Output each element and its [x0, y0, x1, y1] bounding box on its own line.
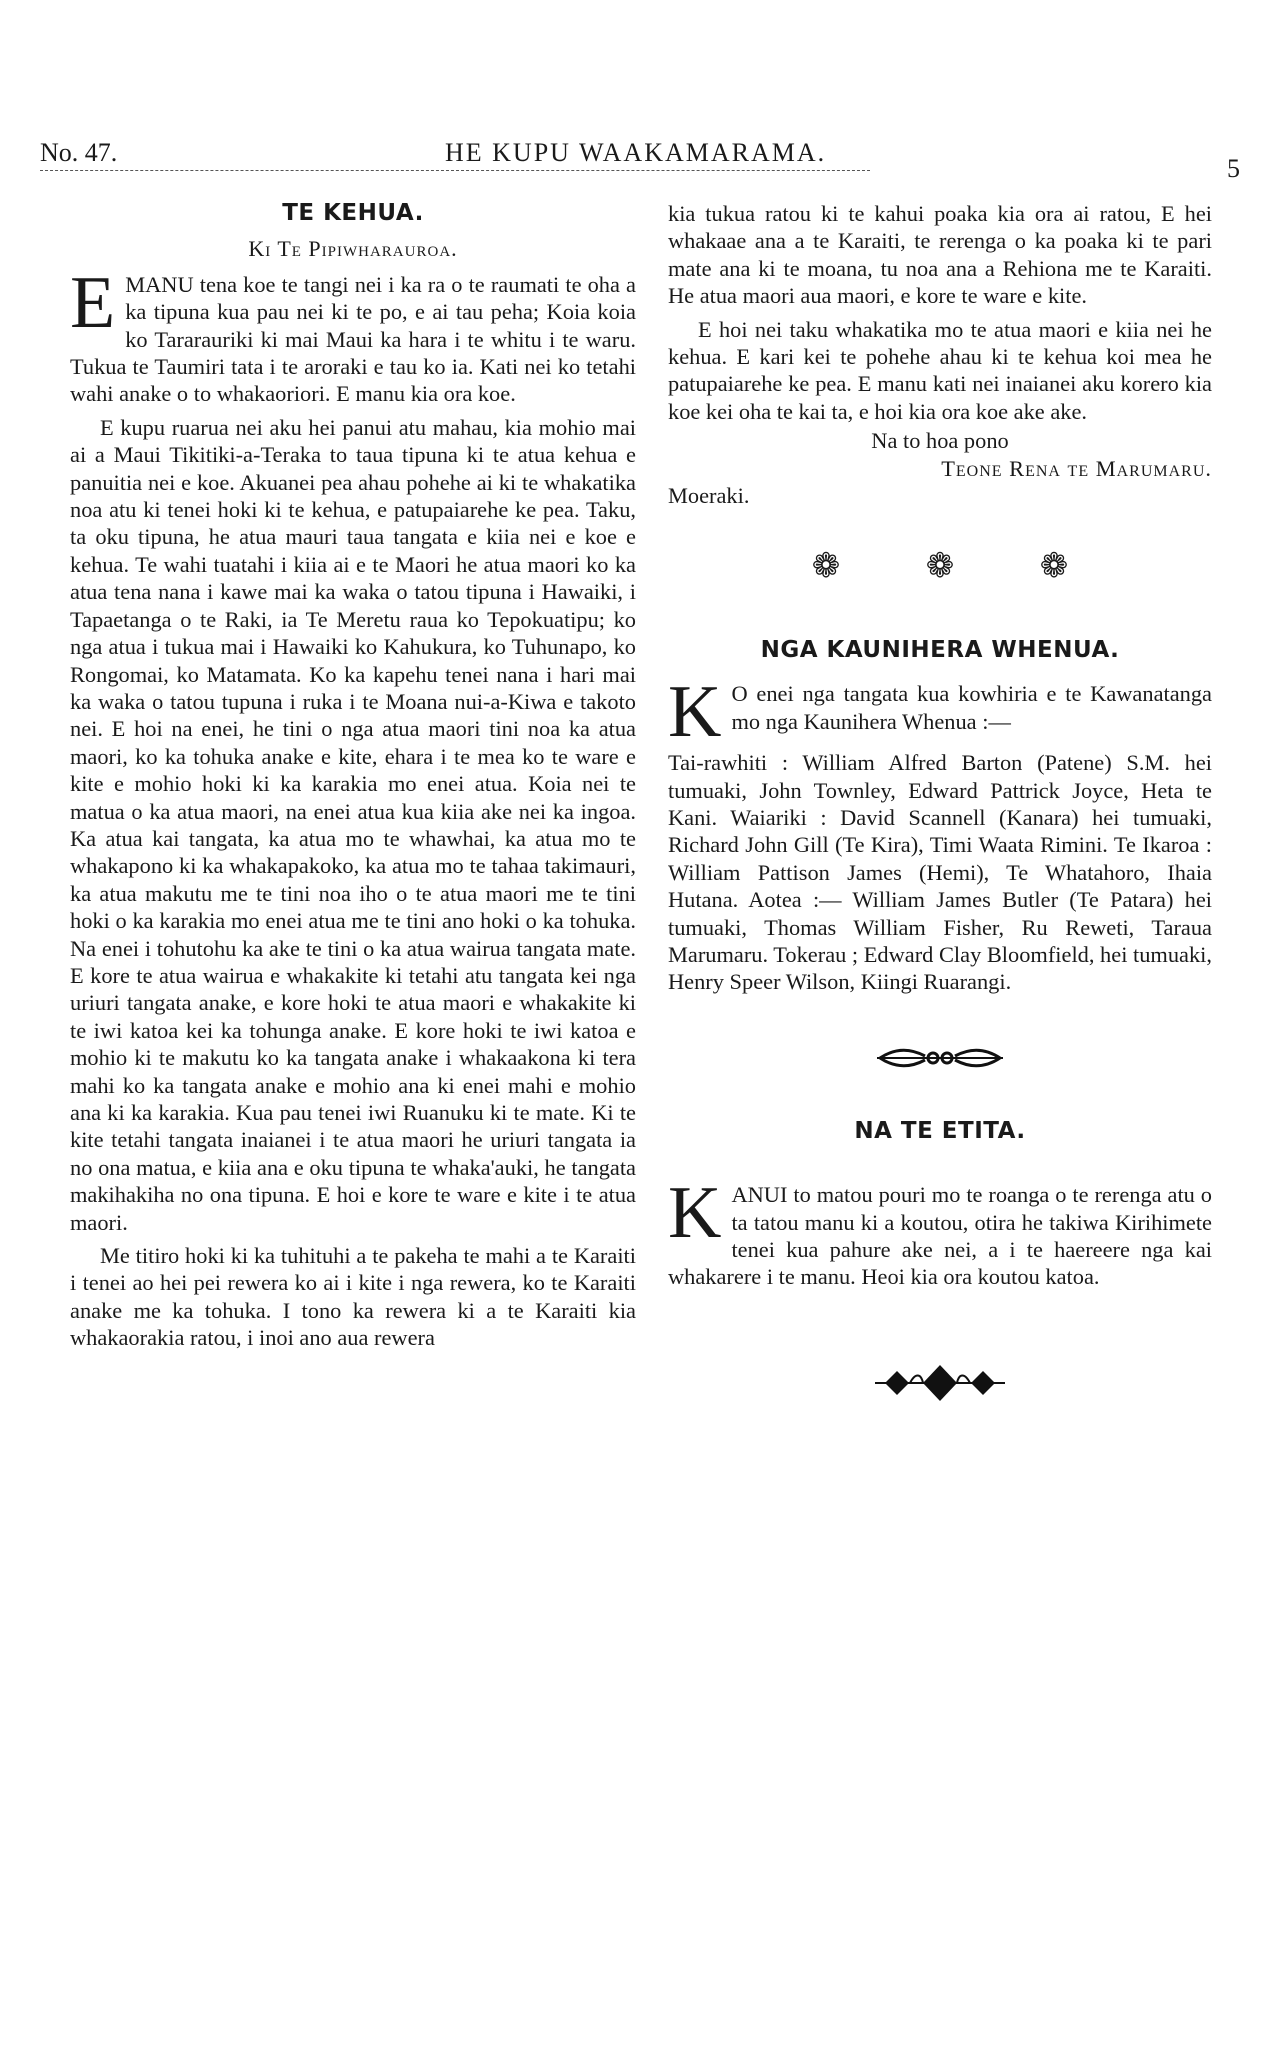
left-column [70, 200, 636, 1352]
right-column [668, 200, 1212, 1405]
councils-intro-text: O enei nga tangata kua kowhiria e te Kawanatanga mo nga Kaunihera Whenua :— [731, 681, 1212, 734]
asterism-icon: ❁ [811, 548, 841, 586]
continued-paragraph: kia tukua ratou ki te kahui poaka kia ora ai ratou, E hei whakaae ana a te Karaiti, te rerenga o ka poaka ki te pari mate ana ki te moana, tu noa ana a Rehiona me te Karaiti. He atua maori aua maori, e kore te ware e kite. [668, 201, 1212, 309]
drop-cap: K [668, 1172, 722, 1255]
closing-paragraph: E hoi nei taku whakatika mo te atua maori e kiia nei he kehua. E kari kei te pohehe ahau ki te kehua koi mea he patupaiarehe ke pea. E manu kati nei inaianei aku korero kia koe kei oha te kai ta, e hoi kia ora koe ake ake. [668, 316, 1212, 424]
drop-cap: K [668, 671, 722, 754]
asterism-icon: ❁ [1039, 548, 1069, 586]
letter-signature: Teone Rena te Marumaru. [941, 455, 1212, 481]
article-heading-kaunihera: NGA KAUNIHERA WHENUA. [760, 636, 1120, 663]
drop-cap: E [70, 261, 116, 344]
article-paragraph-3: Me titiro hoki ki ka tuhituhi a te pakeha te mahi a te Karaiti i tenei ao hei pei rewera ko ai i kite i nga rewera, ko te Karaiti anake me ka tohuka. I tono ka rewera ki a te Karaiti kia whakaorakia ratou, i inoi ano aua rewera [70, 1243, 636, 1351]
councils-list: Tai-rawhiti : William Alfred Barton (Patene) S.M. hei tumuaki, John Townley, Edward Pattrick Joyce, Heta te Kani. Waiariki : David Scannell (Kanara) hei tumuaki, Richard John Gill (Te Kira), Timi Waata Rimini. Te Ikaroa : William Pattison James (Hemi), Te Whatahoro, Ihaia Hutana. Aotea :— William James Butler (Te Patara) hei tumuaki, Thomas William Fisher, Ru Reweti, Taraua Marumaru. Tokerau ; Edward Clay Bloomfield, hei tumuaki, Henry Speer Wilson, Kiingi Ruarangi. [668, 750, 1212, 995]
councils-intro [668, 671, 1212, 754]
header-rule [40, 170, 870, 171]
editor-note [668, 1172, 1212, 1291]
letter-place: Moeraki. [668, 483, 750, 509]
running-head [40, 138, 1240, 183]
editor-note-text: ANUI to matou pouri mo te roanga o te rerenga atu o ta tatou manu ki a koutou, otira he takiwa Kirihimete tenei kua pahure ake nei, a i te haereere nga kai whakarere i te manu. Heoi kia ora koutou katoa. [668, 1182, 1212, 1290]
article-paragraph-2: E kupu ruarua nei aku hei panui atu mahau, kia mohio mai ai a Maui Tikitiki-a-Teraka to taua tipuna ki te atua kehua e panuitia nei e koe. Akuanei pea ahau pohehe ai ki te whakatika noa atu ki tenei hoki ki te kehua, e patupaiarehe ke pea. Taku, ta oku tipuna, he atua mauri taua tangata e kiia nei e koe e kehua. Te wahi tuatahi i kiia ai e te Maori he atua maori ko ka atua tena nana i kawe mai ka waka o tatou tipuna i Hawaiki, i Tapaetanga o te Raki, ia Te Meretu raua ko Tepokuatipu; ko nga atua i tukua mai i Hawaiki ko Kahukura, ko Tuhunapo, ko Rongomai, ko Matamata. Ko ka kapehu tenei nana i hari mai ka waka o tatou tupuna i ruka i te Moana nui-a-Kiwa e takoto nei. E hoi na enei, he tini o nga atua maori tini noa ka atua maori, ko ka tohuka anake e kite, ehara i te mea ko te ware e kite e mohio hoki ki ka karakia mo enei atua. Koia nei te matua o ka atua maori, na enei atua kua kiia ake nei ka ingoa. Ka atua kai tangata, ka atua mo te whawhai, ka atua mo te whakapono ki ka whakapakoko, ka atua mo te tahaa takimauri, ka atua makutu me te tini noa iho o te atua maori me te tini hoki o ka karakia mo enei atua me te tini ano hoki o ka tohuka. Na enei i tohutohu ka ake te tini o ka atua wairua tangata mate. E kore te atua wairua e whakakite ki tetahi atu tangata kei nga uriuri tangata anake, e kore hoki te atua maori e whakakite ki te iwi katoa kei ka tohunga anake. E kore hoki te iwi katoa e mohio ki te makutu ko ka tangata anake i whakaakona ki tera mahi ko ka tangata anake e mohio ana ki enei mahi e mohio ana ki ka karakia. Kua pau tenei iwi Ruanuku ki te mate. Ki te kite tetahi tangata inaianei i te atua maori he uriuri tangata ia no ona matua, e kiia ana e oku tipuna te whaka'auki, he tangata makihakiha no ona tipuna. E hoi e kore te ware e kite i te atua maori. [70, 414, 636, 1235]
article-heading-editor: NA TE ETITA. [854, 1117, 1026, 1144]
article-heading-te-kehua: TE KEHUA. [282, 200, 424, 226]
publication-title: HE KUPU WAAKAMARAMA. [445, 138, 827, 167]
paragraph-1-text: MANU tena koe te tangi nei i ka ra o te raumati te oha a ka tipuna kua pau nei ki te po, e ai tau peha; Koia koia ko Tararauriki ki mai Maui ka hara i te whitu i te waru. Tukua te Taumiri tata i te aroraki e tau ko ia. Kati nei ko tetahi wahi anake o to whakaoriori. E manu kia ora koe. [70, 271, 636, 407]
asterism-icon: ❁ [925, 548, 955, 586]
page-number: 5 [1227, 154, 1240, 183]
issue-number: No. 47. [40, 138, 118, 167]
article-byline: Ki Te Pipiwharauroa. [248, 236, 458, 262]
letter-signoff: Na to hoa pono [871, 428, 1009, 454]
end-ornament-icon [668, 1361, 1212, 1405]
flourish-divider-icon [668, 1044, 1212, 1072]
article-paragraph-1 [70, 261, 636, 408]
asterism-divider [668, 548, 1212, 586]
